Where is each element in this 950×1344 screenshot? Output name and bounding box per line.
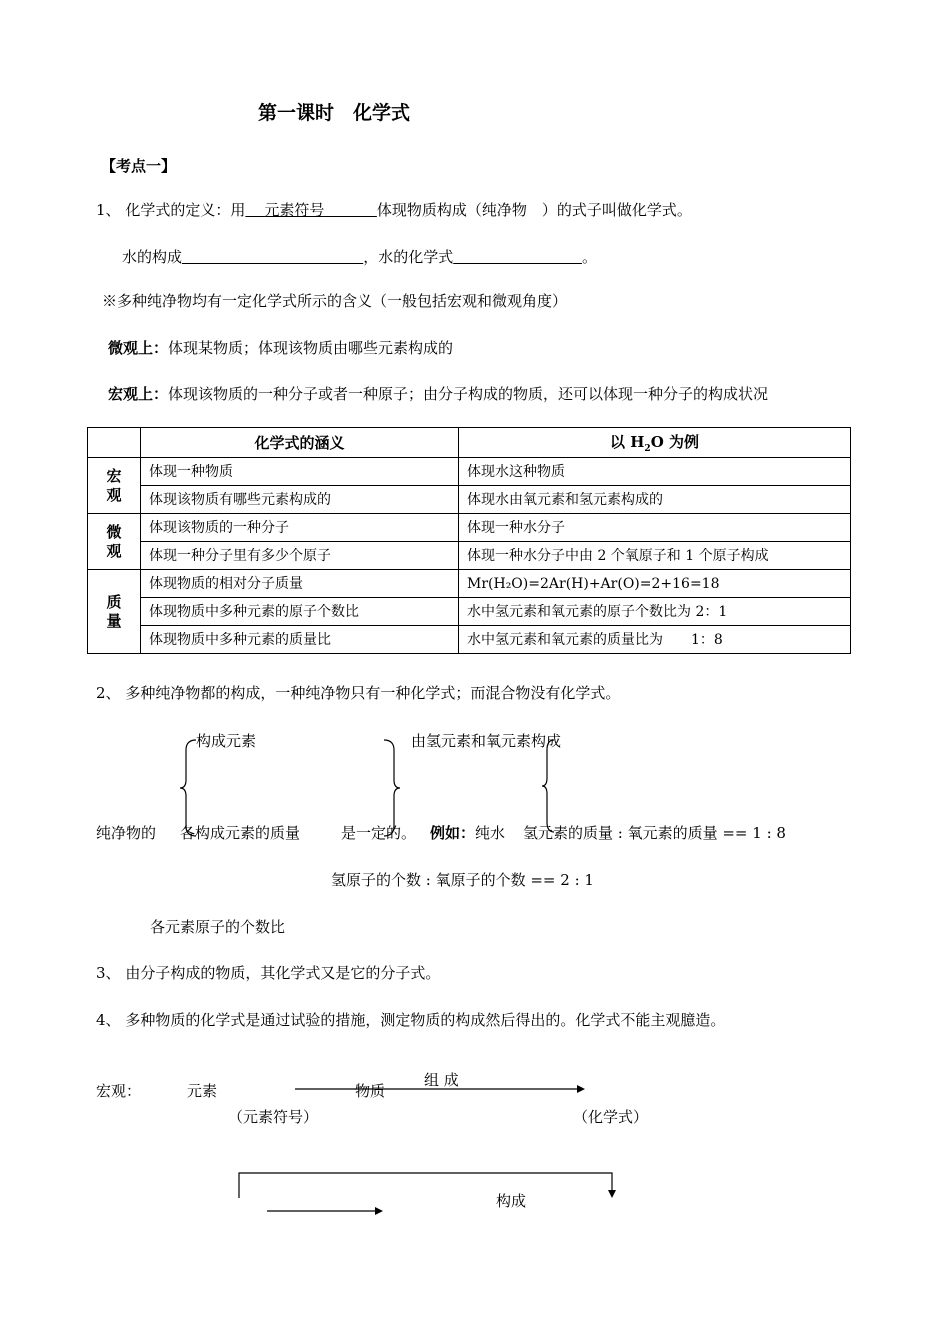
table-cell-meaning: 体现物质中多种元素的原子个数比 [141,598,459,626]
item2-num: 2、 [96,684,121,702]
macro-line [108,384,768,404]
page-title: 第一课时 化学式 [258,102,411,124]
table-row [88,514,851,542]
bottom-macro: 宏观： [96,1082,142,1100]
table-row [88,458,851,486]
table-row [88,542,851,570]
header-example-sub: 2 [644,444,651,454]
table-cell-example: 水中氢元素和氧元素的原子个数比为 2：1 [459,598,851,626]
group-label-text: 质量 [106,592,122,630]
water-c: 。 [581,248,597,266]
diagram-b: 由氢元素和氧元素构成 [411,732,562,750]
item1-blank [245,201,377,219]
point-label: 【考点一】 [101,157,177,175]
example-text: 纯水 [475,824,506,842]
water-blank-2 [453,248,582,266]
construct-bracket-icon [234,1168,620,1202]
bottom-symbol: （元素符号） [228,1108,319,1126]
diagram-d: 各构成元素的质量 [180,824,301,842]
group-label-text: 宏观 [106,466,122,504]
diagram-example [430,823,505,843]
table-cell-example: 体现一种水分子中由 2 个氧原子和 1 个原子构成 [459,542,851,570]
item1-num: 1、 [96,201,121,219]
bottom-element: 元素 [187,1082,218,1100]
item2-text: 多种纯净物都的构成，一种纯净物只有一种化学式；而混合物没有化学式。 [125,684,621,702]
table-cell-example: Mr(H₂O)=2Ar(H)+Ar(O)=2+16=18 [459,570,851,598]
group-label-macro [88,458,141,514]
bottom-formula: （化学式） [573,1108,649,1126]
item1-pre: 化学式的定义：用 [125,201,246,219]
item3-num: 3、 [96,964,121,982]
compose-arrow-icon [293,1082,587,1096]
table-header-meaning: 化学式的涵义 [141,428,459,458]
table-cell-meaning: 体现该物质有哪些元素构成的 [141,486,459,514]
micro-label: 微观上： [108,339,169,357]
table-row [88,570,851,598]
item4-text: 多种物质的化学式是通过试验的措施，测定物质的构成然后得出的。化学式不能主观臆造。 [125,1011,726,1029]
table-header-blank [88,428,141,458]
bottom-substance: 物质 [355,1082,386,1100]
table-header-row [88,428,851,458]
group-label-mass [88,570,141,654]
group-label-text: 微观 [106,522,122,560]
item2 [96,683,620,703]
table-cell-example: 体现水由氧元素和氢元素构成的 [459,486,851,514]
example-label: 例如： [430,824,476,842]
table-cell-example: 体现水这种物质 [459,458,851,486]
table-row [88,626,851,654]
table-row [88,598,851,626]
item3 [96,963,440,983]
table-cell-meaning: 体现物质中多种元素的质量比 [141,626,459,654]
note: ※多种纯净物均有一定化学式所示的含义（一般包括宏观和微观角度） [102,292,568,310]
diagram-e: 是一定的。 [341,824,417,842]
diagram-a: 构成元素 [196,732,257,750]
table-cell-meaning: 体现物质的相对分子质量 [141,570,459,598]
micro-line [108,338,453,358]
group-label-micro [88,514,141,570]
water-a: 水的构成 [122,248,183,266]
diagram-f: 各元素原子的个数比 [150,918,286,936]
table-cell-example: 体现一种水分子 [459,514,851,542]
diagram-c: 纯净物的 [96,824,157,842]
header-example-post: O 为例 [650,433,699,451]
ratio-mass: 氢元素的质量 : 氧元素的质量 == 1 : 8 [523,824,786,842]
ratio-atoms: 氢原子的个数 : 氧原子的个数 == 2 : 1 [331,871,594,889]
example-brace-icon [540,738,558,834]
item3-text: 由分子构成的物质，其化学式又是它的分子式。 [125,964,441,982]
bottom-compose: 组 成 [424,1071,459,1089]
header-example-pre: 以 H [610,433,645,451]
formula-meaning-table [87,427,851,654]
table-cell-meaning: 体现一种物质 [141,458,459,486]
item4-num: 4、 [96,1011,121,1029]
item1-post: 体现物质构成（纯净物 ）的式子叫做化学式。 [376,201,692,219]
macro-text: 体现该物质的一种分子或者一种原子；由分子构成的物质，还可以体现一种分子的构成状况 [168,385,769,403]
table-cell-meaning: 体现一种分子里有多少个原子 [141,542,459,570]
macro-label: 宏观上： [108,385,169,403]
table-header-example [459,428,851,458]
water-blank-1 [182,248,363,266]
table-cell-meaning: 体现该物质的一种分子 [141,514,459,542]
bottom-construct: 构成 [496,1192,527,1210]
item1 [96,200,692,220]
item4 [96,1010,725,1030]
item1-blank-text: 元素符号 [264,201,325,219]
table-row [88,486,851,514]
table-cell-example: 水中氢元素和氧元素的质量比为 1：8 [459,626,851,654]
micro-text: 体现某物质；体现该物质由哪些元素构成的 [168,339,454,357]
water-line [122,247,597,267]
water-b: ，水的化学式 [363,248,454,266]
construct-arrow-icon [265,1204,385,1218]
